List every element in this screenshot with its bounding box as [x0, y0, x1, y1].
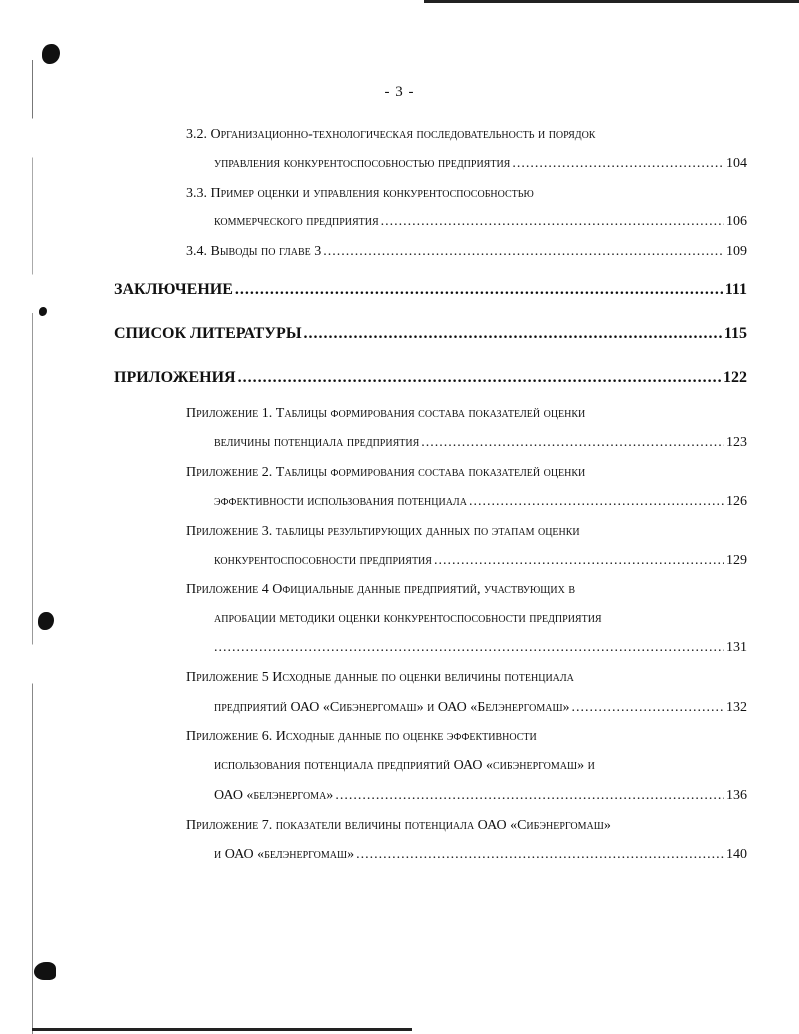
toc-heading-label: ЗАКЛЮЧЕНИЕ [114, 281, 233, 298]
scan-edge-bottom [32, 1028, 412, 1031]
toc-appendix-4-line1: Приложение 4 Официальные данные предприятий, участвующих в [186, 582, 575, 597]
toc-page-number: 129 [726, 553, 747, 568]
toc-page-number: 106 [726, 214, 747, 229]
toc-entry-3-2-line1: 3.2. Организационно-технологическая последовательность и порядок [186, 127, 596, 142]
toc-page-number: 123 [726, 435, 747, 450]
toc-entry-label: конкурентоспособности предприятия [214, 553, 432, 568]
leader-dots [235, 281, 723, 299]
leader-dots [512, 156, 724, 172]
toc-heading-conclusion [114, 281, 747, 299]
toc-page-number: 140 [726, 847, 747, 862]
toc-page-number: 122 [723, 369, 747, 386]
toc-page-number: 126 [726, 494, 747, 509]
toc-heading-label: СПИСОК ЛИТЕРАТУРЫ [114, 325, 302, 342]
toc-page-number: 111 [724, 281, 747, 298]
scan-edge-left [32, 60, 33, 1034]
leader-dots [323, 244, 724, 260]
toc-entry-3-3-line1: 3.3. Пример оценки и управления конкурентоспособностью [186, 186, 534, 201]
toc-appendix-6 [214, 788, 747, 804]
toc-entry-label: эффективности использования потенциала [214, 494, 467, 509]
leader-dots [572, 700, 724, 716]
punch-hole-mark [39, 307, 47, 316]
toc-page-number: 132 [726, 700, 747, 715]
toc-appendix-7 [214, 847, 747, 863]
toc-appendix-3 [214, 553, 747, 569]
toc-entry-label: предприятий ОАО «Сибэнергомаш» и ОАО «Белэнергомаш» [214, 700, 570, 715]
punch-hole-mark [38, 612, 54, 630]
toc-heading-label: ПРИЛОЖЕНИЯ [114, 369, 236, 386]
toc-entry-3-3 [214, 214, 747, 230]
toc-entry-label: коммерческого предприятия [214, 214, 379, 229]
toc-heading-references [114, 325, 747, 343]
toc-page-number: 109 [726, 244, 747, 259]
toc-appendix-5-line1: Приложение 5 Исходные данные по оценки величины потенциала [186, 670, 574, 685]
toc-entry-label: ОАО «белэнергома» [214, 788, 334, 803]
toc-appendix-2-line1: Приложение 2. Таблицы формирования состава показателей оценки [186, 465, 586, 480]
toc-appendix-1 [214, 435, 747, 451]
toc-page-number: 104 [726, 156, 747, 171]
toc-entry-label: 3.4. Выводы по главе 3 [186, 244, 322, 259]
toc-entry-3-4 [186, 244, 747, 260]
toc-entry-label: величины потенциала предприятия [214, 435, 420, 450]
scan-edge-top [424, 0, 799, 3]
toc-page-number: 131 [726, 640, 747, 655]
page-number: - 3 - [384, 84, 415, 100]
toc-page-number: 136 [726, 788, 747, 803]
leader-dots [238, 369, 721, 387]
leader-dots [434, 553, 724, 569]
toc-entry-label: и ОАО «белэнергомаш» [214, 847, 355, 862]
toc-appendix-1-line1: Приложение 1. Таблицы формирования состава показателей оценки [186, 406, 586, 421]
toc-page-number: 115 [723, 325, 747, 342]
toc-entry-label: управления конкурентоспособностью предприятия [214, 156, 511, 171]
punch-hole-mark [42, 44, 60, 64]
leader-dots [356, 847, 724, 863]
leader-dots [335, 788, 724, 804]
toc-appendix-6-line1: Приложение 6. Исходные данные по оценке эффективности [186, 729, 537, 744]
toc-heading-appendices [114, 369, 747, 387]
leader-dots [214, 640, 724, 656]
leader-dots [381, 214, 724, 230]
punch-hole-mark [34, 962, 56, 980]
leader-dots [469, 494, 724, 510]
leader-dots [304, 325, 722, 343]
toc-appendix-6-line2: использования потенциала предприятий ОАО «сибэнергомаш» и [214, 758, 595, 773]
toc-appendix-7-line1: Приложение 7. показатели величины потенциала ОАО «Сибэнергомаш» [186, 818, 611, 833]
toc-appendix-2 [214, 494, 747, 510]
toc-appendix-4-line2: апробации методики оценки конкурентоспособности предприятия [214, 611, 602, 626]
leader-dots [421, 435, 724, 451]
toc-appendix-5 [214, 700, 747, 716]
toc-entry-3-2 [214, 156, 747, 172]
toc-appendix-4 [214, 640, 747, 656]
toc-appendix-3-line1: Приложение 3. таблицы результирующих данных по этапам оценки [186, 524, 580, 539]
